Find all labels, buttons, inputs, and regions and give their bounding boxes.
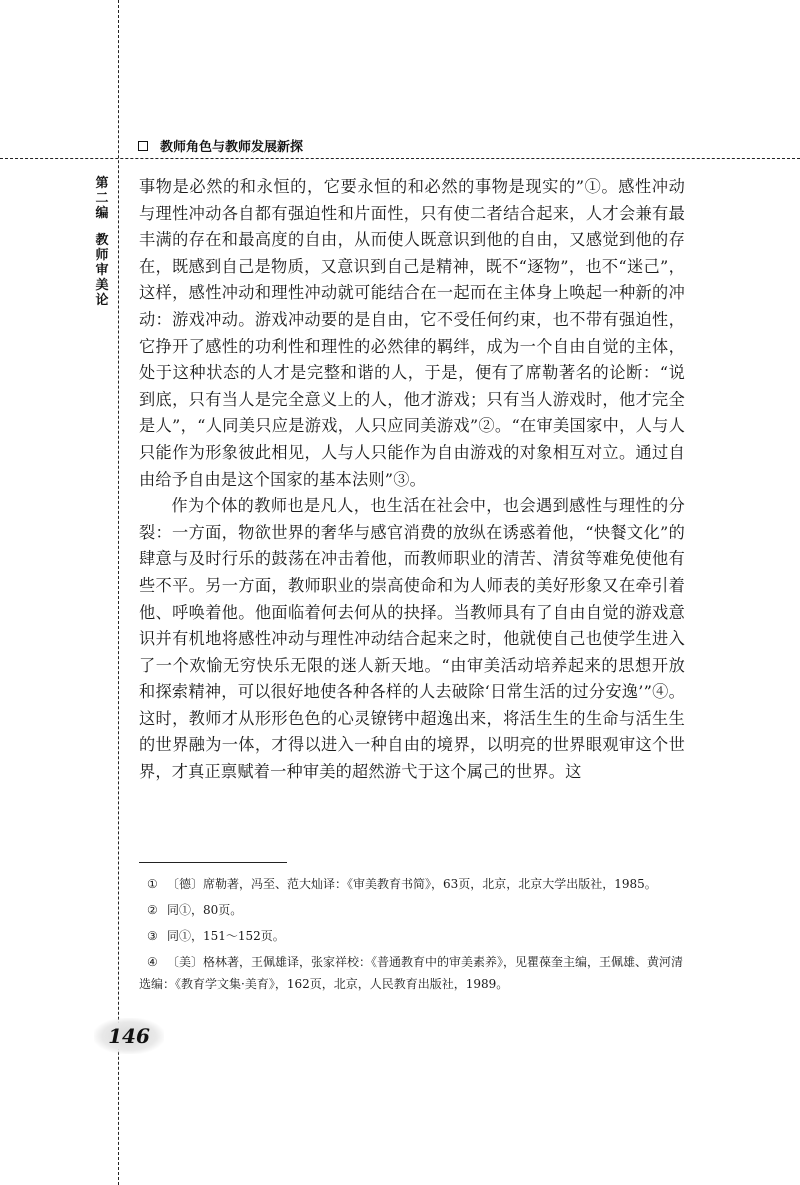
vertical-dashed-guide bbox=[118, 0, 119, 1185]
footnote-2: ② 同①，80页。 bbox=[147, 903, 243, 917]
footnote-3: ③ 同①，151～152页。 bbox=[147, 929, 285, 943]
body-paragraph-2: 作为个体的教师也是凡人，也生活在社会中，也会遇到感性与理性的分裂：一方面，物欲世界的奢华与感官消费的放纵在诱惑着他，“快餐文化”的肆意与及时行乐的鼓荡在冲击着他，而教师职业的清苦、清贫等难免使他有些不平。另一方面，教师职业的崇高使命和为人师表的美好形象又在牵引着他、呼唤着他。他面临着何去何从的抉择。当教师具有了自由自觉的游戏意识并有机地将感性冲动与理性冲动结合起来之时，他就使自己也使学生进入了一个欢愉无穷快乐无限的迷人新天地。“由审美活动培养起来的思想开放和探索精神，可以很好地使各种各样的人去破除‘日常生活的过分安逸’”④。这时，教师才从形形色色的心灵镣铐中超逸出来，将活生生的生命与活生生的世界融为一体，才得以进入一种自由的境界，以明亮的世界眼观审这个世界，才真正禀赋着一种审美的超然游弋于这个属己的世界。这 bbox=[139, 496, 685, 782]
running-header bbox=[138, 136, 303, 155]
footnote-4: ④ 〔美〕格林著，王佩雄译，张家祥校：《普通教育中的审美素养》，见瞿葆奎主编，王佩雄、黄河清选编：《教育学文集·美育》，162页，北京，人民教育出版社，1989。 bbox=[139, 955, 684, 991]
footnote-1: ① 〔德〕席勒著，冯至、范大灿译：《审美教育书简》，63页，北京，北京大学出版社，1985。 bbox=[147, 877, 657, 891]
running-header-title: 教师角色与教师发展新探 bbox=[160, 140, 304, 155]
main-body-text bbox=[139, 174, 685, 786]
footnote-separator bbox=[139, 862, 287, 863]
side-section-label bbox=[92, 176, 112, 308]
horizontal-dashed-guide bbox=[0, 158, 800, 159]
side-title-label: 教 师 审 美 论 bbox=[95, 233, 109, 308]
side-part-label: 第 二 编 bbox=[95, 176, 109, 221]
page-number: 146 bbox=[94, 1018, 164, 1054]
body-paragraph-1: 事物是必然的和永恒的，它要永恒的和必然的事物是现实的”①。感性冲动与理性冲动各自都有强迫性和片面性，只有使二者结合起来，人才会兼有最丰满的存在和最高度的自由，从而使人既意识到他的自由，又感觉到他的存在，既感到自己是物质，又意识到自己是精神，既不“逐物”，也不“迷己”，这样，感性冲动和理性冲动就可能结合在一起而在主体身上唤起一种新的冲动：游戏冲动。游戏冲动要的是自由，它不受任何约束，也不带有强迫性，它挣开了感性的功利性和理性的必然律的羁绊，成为一个自由自觉的主体，处于这种状态的人才是完整和谐的人，于是，便有了席勒著名的论断：“说到底，只有当人是完全意义上的人，他才游戏；只有当人游戏时，他才完全是人”，“人同美只应是游戏，人只应同美游戏”②。“在审美国家中，人与人只能作为形象彼此相见，人与人只能作为自由游戏的对象相互对立。通过自由给予自由是这个国家的基本法则”③。 bbox=[139, 177, 685, 489]
square-bullet-icon bbox=[138, 141, 148, 151]
footnotes bbox=[139, 873, 685, 999]
